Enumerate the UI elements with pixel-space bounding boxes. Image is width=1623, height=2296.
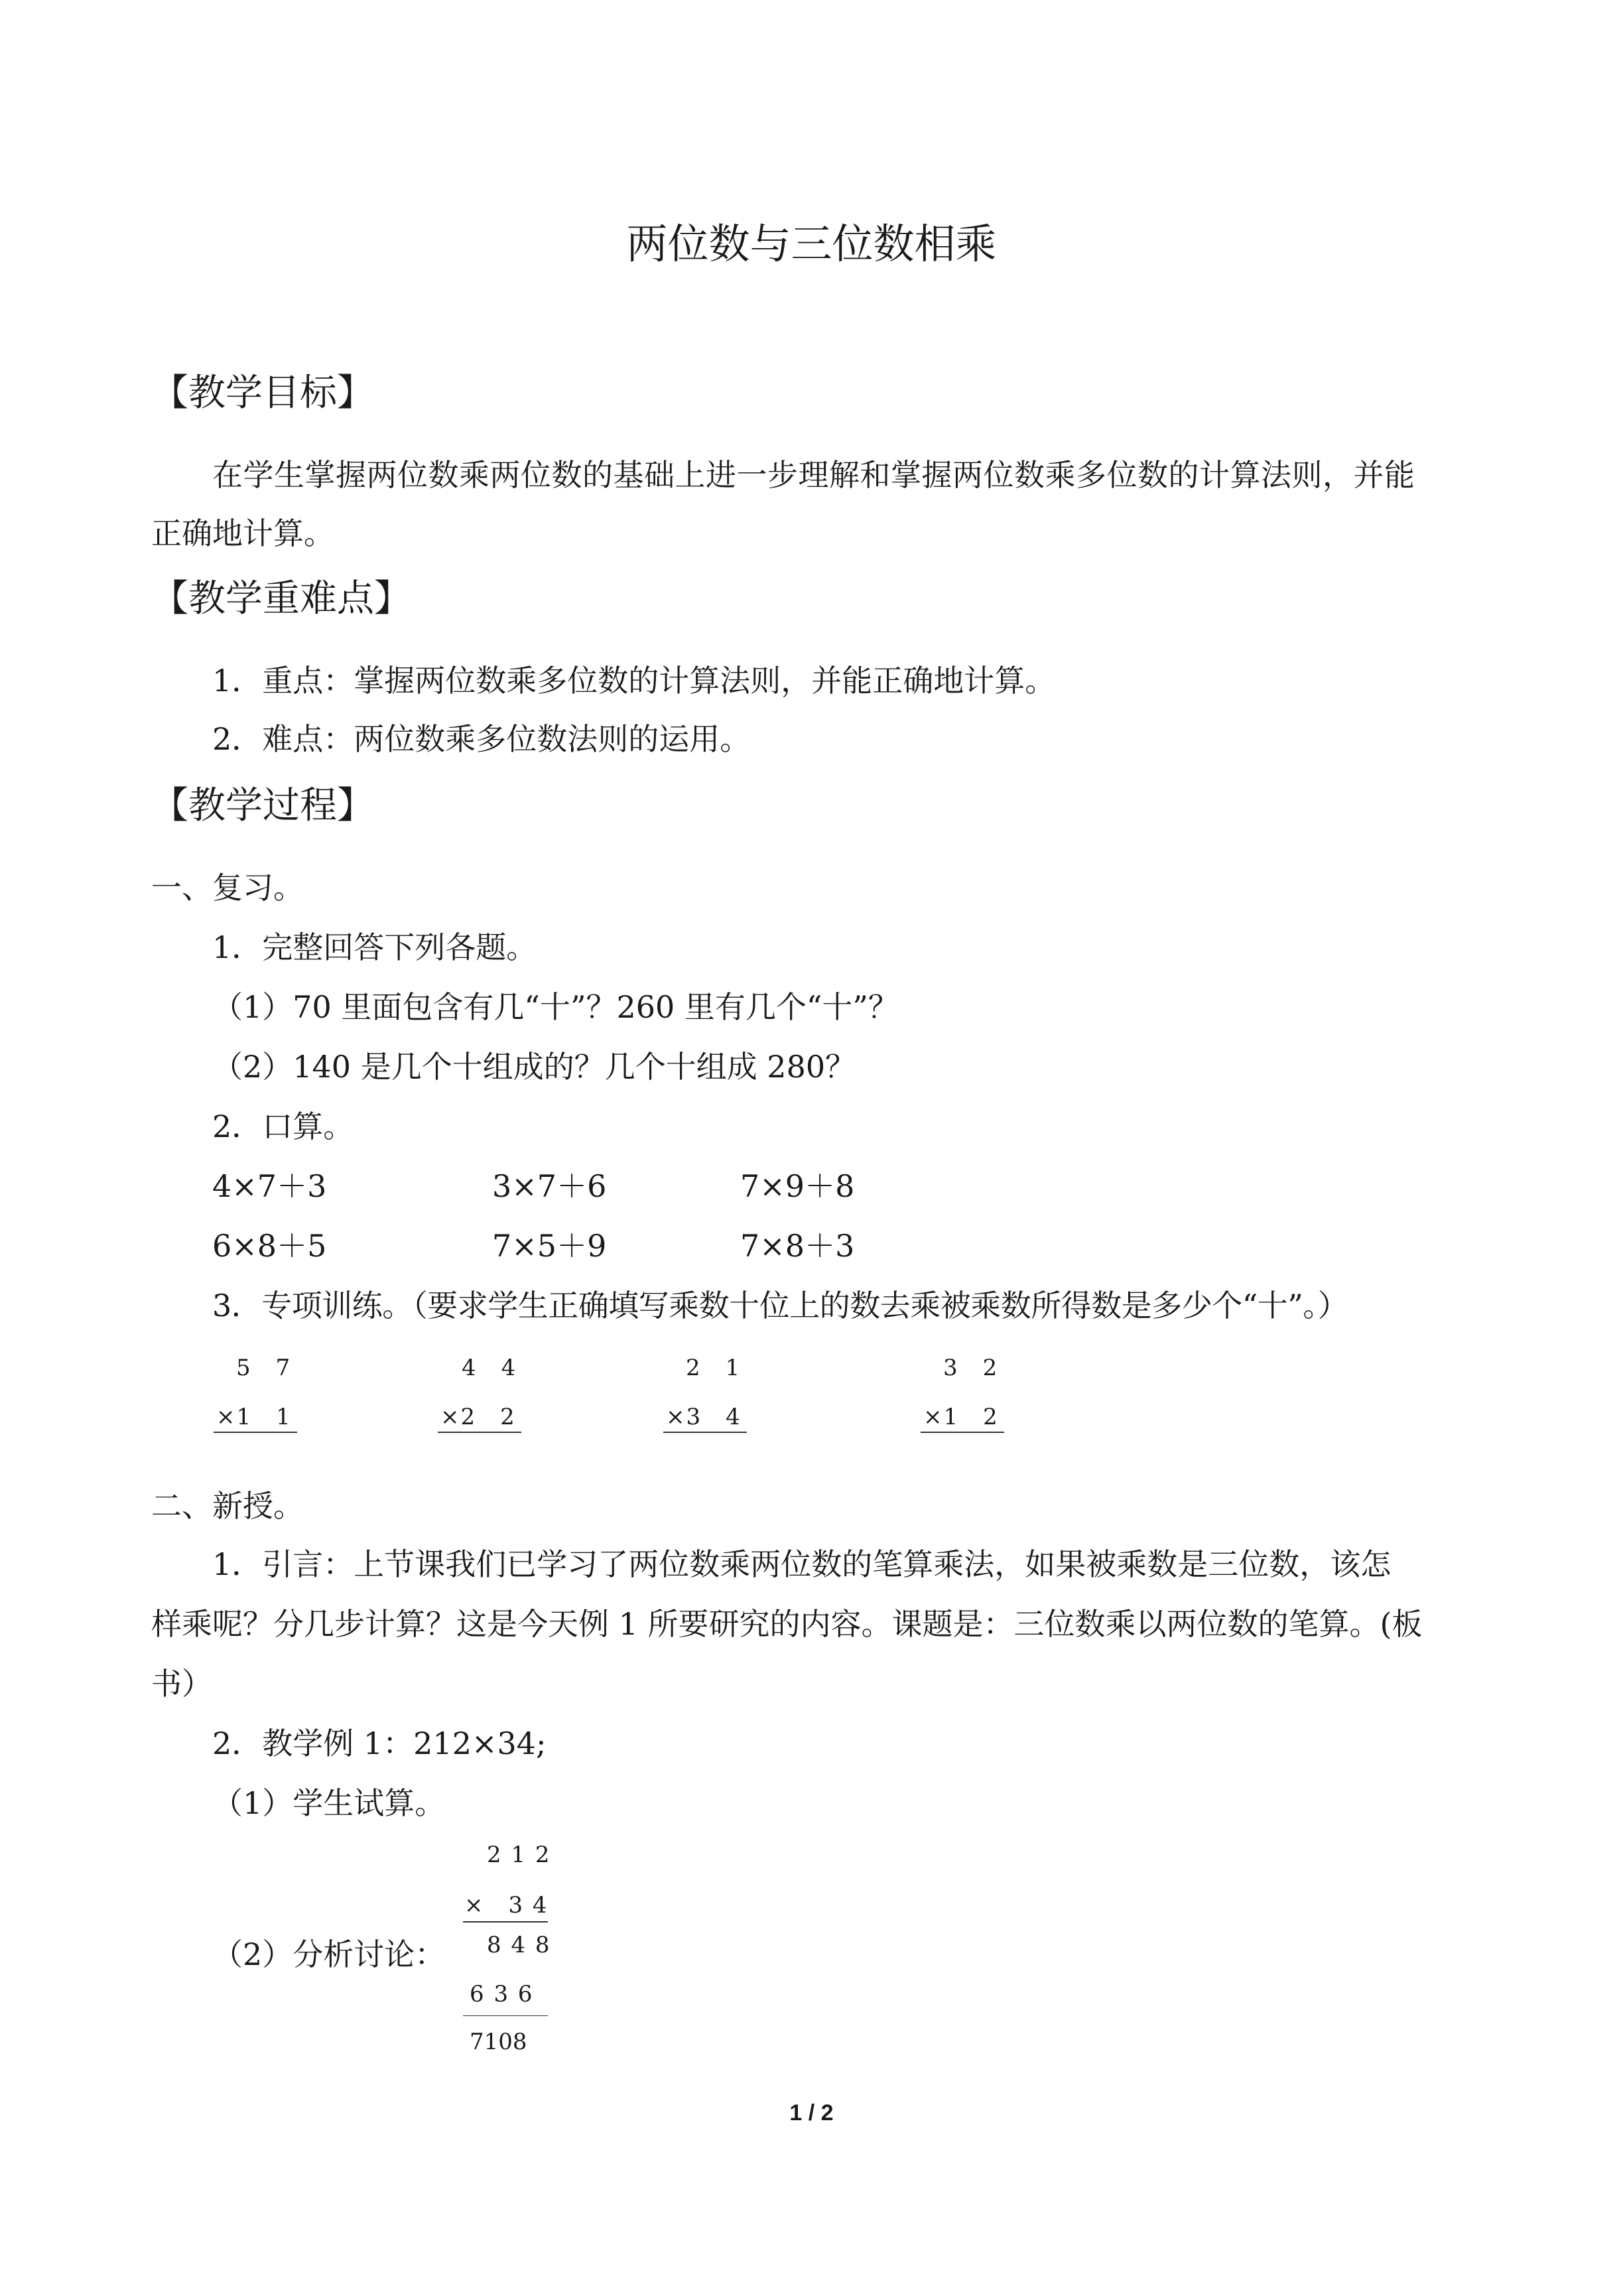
vertical-multiplier: × 3 4	[464, 1892, 549, 1919]
drill-rule	[663, 1432, 747, 1433]
mental-calc: 7×9＋8	[740, 1168, 855, 1204]
page-title: 两位数与三位数相乘	[626, 220, 997, 268]
review-q2: 2．口算。	[212, 1109, 354, 1144]
drill-rule	[214, 1432, 297, 1433]
drill-multiplier: ×1 2	[923, 1404, 999, 1430]
mental-calc: 7×8＋3	[740, 1228, 855, 1264]
review-q1-a: （1）70 里面包含有几“十”？260 里有几个“十”？	[212, 989, 899, 1025]
intro-line1: 1．引言：上节课我们已学习了两位数乘两位数的笔算乘法，如果被乘数是三位数，该怎	[212, 1546, 1392, 1582]
drill-rule	[921, 1432, 1004, 1433]
intro-line3: 书）	[151, 1666, 212, 1702]
vertical-result: 7108	[470, 2029, 527, 2055]
step-2: （2）分析讨论：	[212, 1936, 446, 1972]
vertical-rule	[463, 2015, 548, 2016]
goals-heading: 【教学目标】	[151, 371, 374, 415]
drill-multiplicand: 4 4	[462, 1355, 517, 1381]
mental-calc: 7×5＋9	[492, 1228, 607, 1264]
drill-multiplicand: 2 1	[686, 1355, 742, 1381]
process-heading: 【教学过程】	[151, 784, 374, 827]
drill-multiplier: ×2 2	[440, 1404, 516, 1430]
drill-multiplicand: 5 7	[236, 1355, 292, 1381]
key-point-1: 1．重点：掌握两位数乘多位数的计算法则，并能正确地计算。	[212, 663, 1056, 699]
review-q1: 1．完整回答下列各题。	[212, 929, 537, 965]
review-q1-b: （2）140 是几个十组成的？几个十组成 280？	[212, 1049, 856, 1085]
step-1: （1）学生试算。	[212, 1785, 446, 1821]
mental-calc: 4×7＋3	[212, 1168, 327, 1204]
drill-multiplicand: 3 2	[943, 1355, 999, 1381]
review-title: 一、复习。	[151, 870, 304, 906]
drill-multiplier: ×3 4	[666, 1404, 742, 1430]
goals-text-line1: 在学生掌握两位数乘两位数的基础上进一步理解和掌握两位数乘多位数的计算法则，并能	[212, 457, 1415, 493]
example-title: 2．教学例 1：212×34;	[212, 1725, 547, 1761]
vertical-partial-product: 6 3 6	[470, 1981, 534, 2007]
new-lesson-title: 二、新授。	[151, 1488, 304, 1524]
key-point-2: 2．难点：两位数乘多位数法则的运用。	[212, 721, 751, 757]
intro-line2: 样乘呢？分几步计算？这是今天例 1 所要研究的内容。课题是：三位数乘以两位数的笔算。(板	[151, 1606, 1423, 1642]
drill-multiplier: ×1 1	[216, 1404, 292, 1430]
drill-rule	[438, 1432, 521, 1433]
review-q3: 3．专项训练。（要求学生正确填写乘数十位上的数去乘被乘数所得数是多少个“十”。）	[212, 1288, 1348, 1323]
key-points-heading: 【教学重难点】	[151, 577, 411, 620]
mental-calc: 3×7＋6	[492, 1168, 607, 1204]
mental-calc: 6×8＋5	[212, 1228, 327, 1264]
vertical-multiplicand: 2 1 2	[487, 1842, 551, 1868]
vertical-rule	[463, 1921, 548, 1923]
goals-text-line2: 正确地计算。	[151, 515, 334, 551]
vertical-partial-product: 8 4 8	[487, 1932, 551, 1958]
page-number: 1 / 2	[789, 2100, 834, 2126]
